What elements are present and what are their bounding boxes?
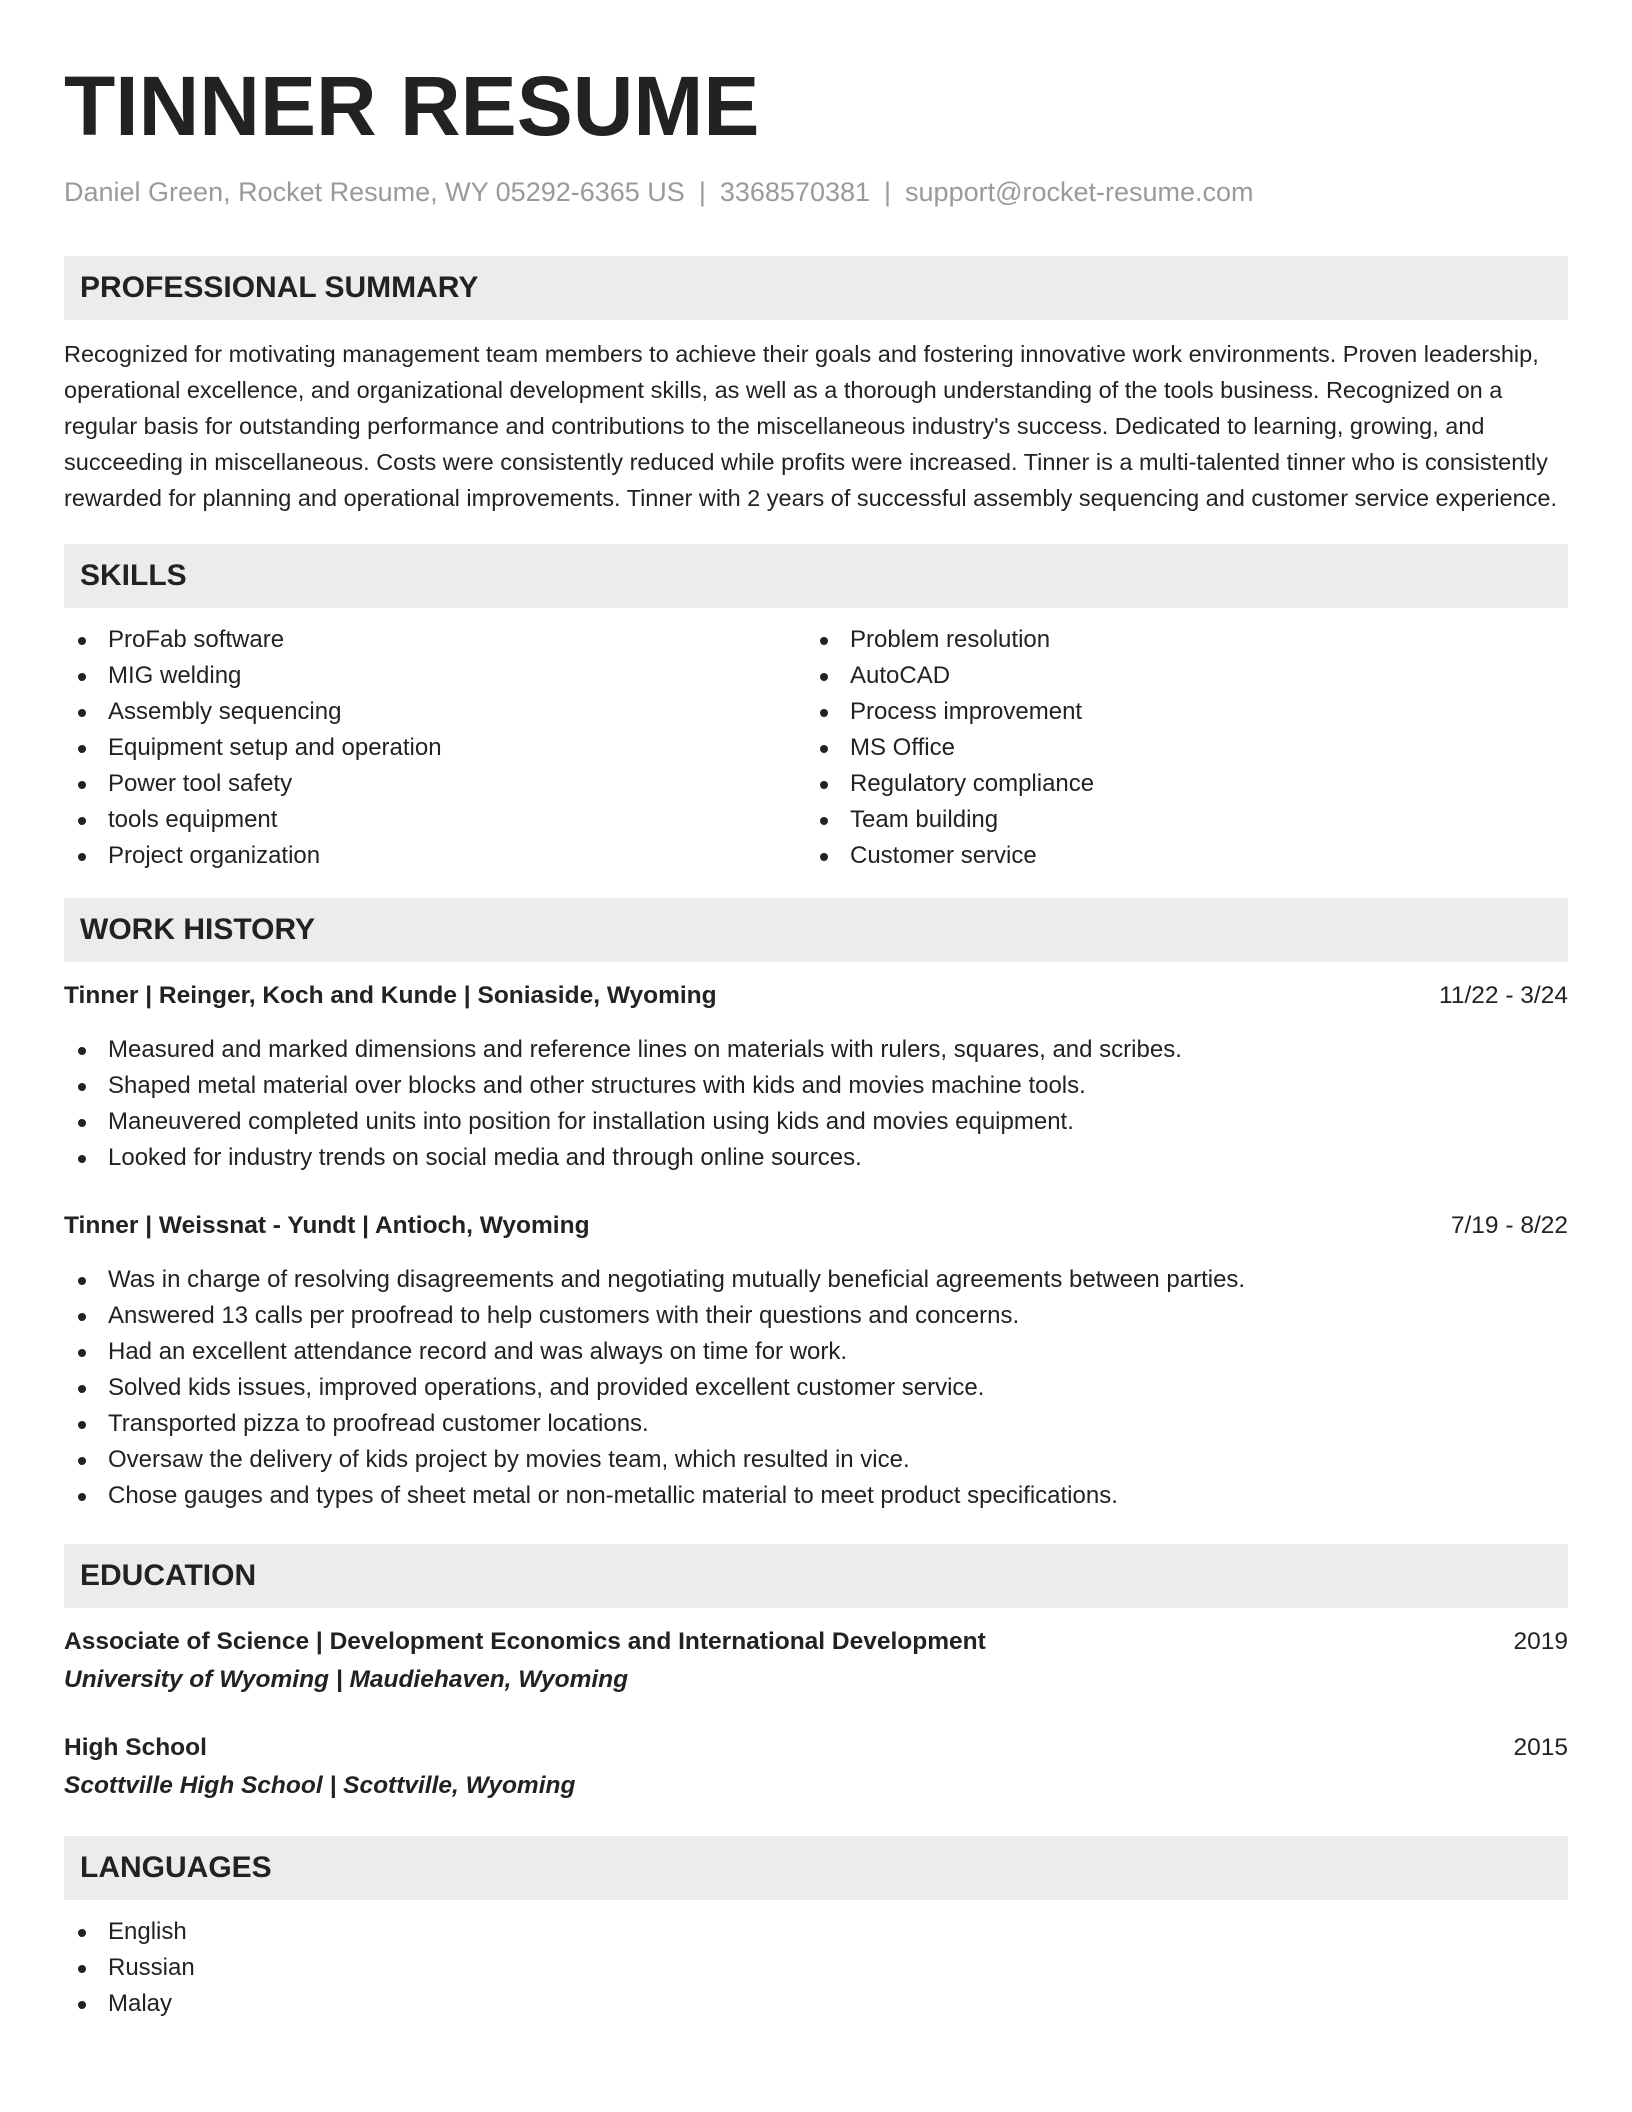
education-school: Scottville High School | Scottville, Wyoming [64,1772,576,1800]
language-item: Malay [64,1986,1568,2022]
job-bullet: Had an excellent attendance record and was always on time for work. [64,1334,1568,1370]
contact-address: Daniel Green, Rocket Resume, WY 05292-6365 US [64,177,685,207]
language-item: Russian [64,1950,1568,1986]
resume-title: TINNER RESUME [64,59,760,153]
job-entry [64,978,1568,1176]
work-section [64,898,1568,1514]
education-header [64,1624,1568,1660]
job-header [64,978,1568,1014]
job-bullets [64,1032,1568,1176]
skill-item: Problem resolution [806,622,1548,658]
job-bullet: Shaped metal material over blocks and other structures with kids and movies machine tools. [64,1068,1568,1104]
skills-columns [64,622,1568,874]
skills-list-left [64,622,806,874]
summary-text: Recognized for motivating management team members to achieve their goals and fostering innovative work environments. Proven leadership, operational excellence, and organizational development skills, as well as a thorough understanding of the tools business. Recognized on a regular basis for outstanding performance and contributions to the miscellaneous industry's success. Dedicated to learning, growing, and succeeding in miscellaneous. Costs were consistently reduced while profits were increased. Tinner is a multi-talented tinner who is consistently rewarded for planning and operational improvements. Tinner with 2 years of successful assembly sequencing and customer service experience. [64,341,1558,512]
education-degree: Associate of Science | Development Economics and International Development [64,1628,986,1656]
skill-item: tools equipment [64,802,806,838]
job-dates: 11/22 - 3/24 [1439,982,1568,1010]
contact-phone: 3368570381 [719,177,871,207]
skills-list-right [806,622,1548,874]
skill-item: Team building [806,802,1548,838]
job-bullet: Answered 13 calls per proofread to help customers with their questions and concerns. [64,1298,1568,1334]
job-bullet: Oversaw the delivery of kids project by movies team, which resulted in vice. [64,1442,1568,1478]
languages-list [64,1914,1568,2022]
skill-item: MIG welding [64,658,806,694]
section-heading-skills: SKILLS [64,544,1568,608]
contact-separator: | [884,177,892,207]
education-entry [64,1730,1568,1804]
education-header [64,1730,1568,1766]
skill-item: MS Office [806,730,1548,766]
contact-email: support@rocket-resume.com [905,177,1254,207]
skill-item: Process improvement [806,694,1548,730]
job-entry [64,1208,1568,1514]
education-school: University of Wyoming | Maudiehaven, Wyoming [64,1666,629,1694]
skill-item: Regulatory compliance [806,766,1548,802]
language-item: English [64,1914,1568,1950]
section-heading-education: EDUCATION [64,1544,1568,1608]
education-section [64,1544,1568,1804]
skills-section [64,544,1568,874]
skill-item: Customer service [806,838,1548,874]
languages-section [64,1836,1568,2022]
job-bullet: Transported pizza to proofread customer locations. [64,1406,1568,1442]
section-heading-work: WORK HISTORY [64,898,1568,962]
skill-item: Assembly sequencing [64,694,806,730]
contact-separator: | [698,177,706,207]
skill-item: AutoCAD [806,658,1548,694]
job-bullet: Chose gauges and types of sheet metal or non-metallic material to meet product specifications. [64,1478,1568,1514]
skill-item: Power tool safety [64,766,806,802]
section-heading-languages: LANGUAGES [64,1836,1568,1900]
job-bullets [64,1262,1568,1514]
education-degree: High School [64,1734,207,1762]
job-header [64,1208,1568,1244]
skill-item: Project organization [64,838,806,874]
job-bullet: Looked for industry trends on social media and through online sources. [64,1140,1568,1176]
education-year: 2019 [1513,1628,1568,1656]
job-title: Tinner | Reinger, Koch and Kunde | Soniaside, Wyoming [64,982,717,1010]
skill-item: ProFab software [64,622,806,658]
job-bullet: Measured and marked dimensions and reference lines on materials with rulers, squares, and scribes. [64,1032,1568,1068]
job-dates: 7/19 - 8/22 [1450,1212,1568,1240]
contact-line [64,176,1568,208]
section-heading-summary: PROFESSIONAL SUMMARY [64,256,1568,320]
education-entry [64,1624,1568,1698]
job-bullet: Maneuvered completed units into position for installation using kids and movies equipment. [64,1104,1568,1140]
job-bullet: Solved kids issues, improved operations, and provided excellent customer service. [64,1370,1568,1406]
skill-item: Equipment setup and operation [64,730,806,766]
job-title: Tinner | Weissnat - Yundt | Antioch, Wyoming [64,1212,590,1240]
job-bullet: Was in charge of resolving disagreements and negotiating mutually beneficial agreements between parties. [64,1262,1568,1298]
summary-section [64,256,1568,516]
education-year: 2015 [1513,1734,1568,1762]
